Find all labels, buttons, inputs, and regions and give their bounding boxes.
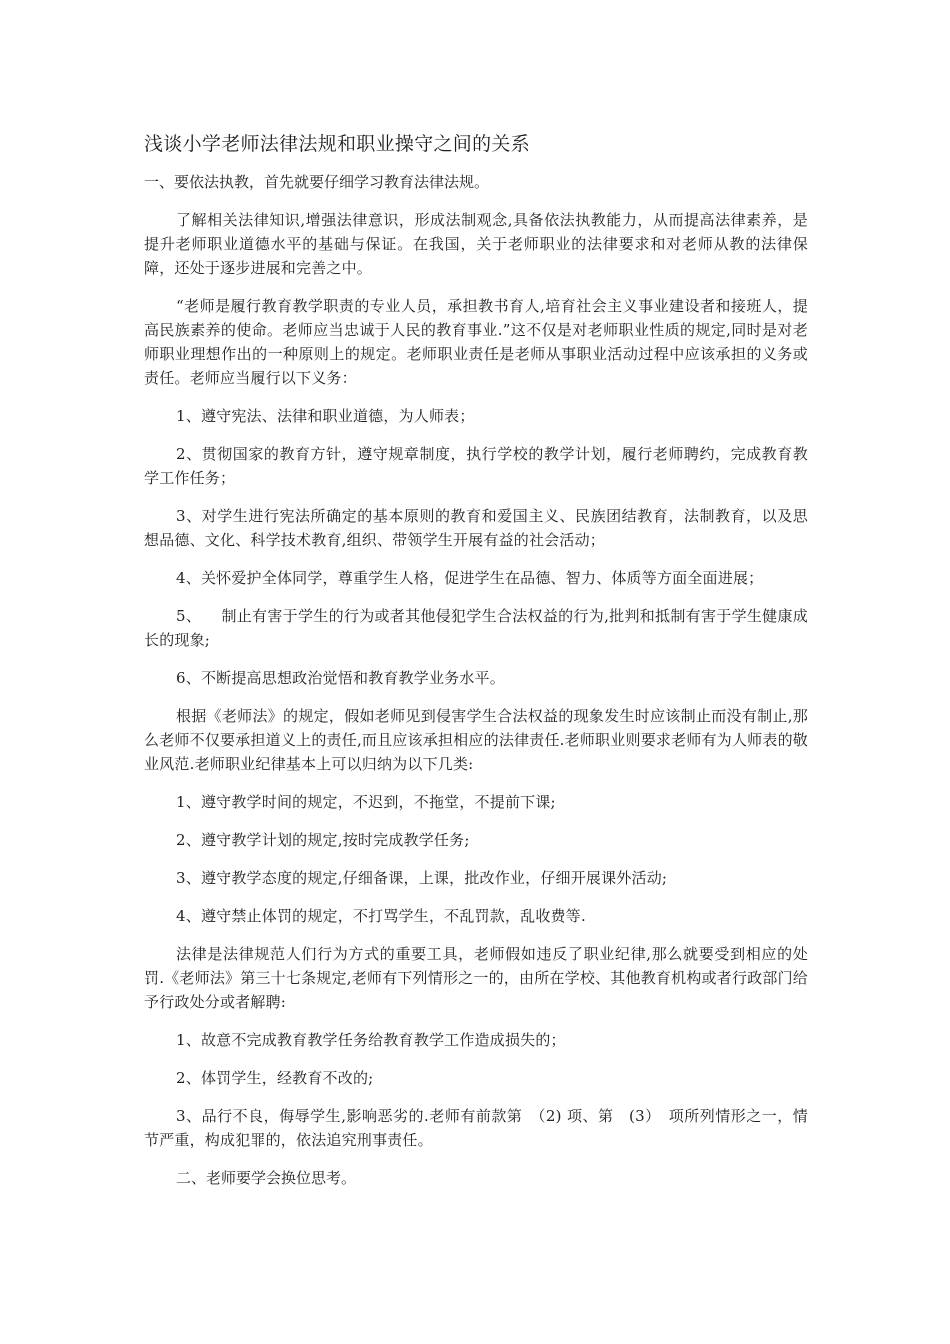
section-heading-2: 二、老师要学会换位思考。 bbox=[176, 1169, 357, 1187]
paragraph-teacher-law: 根据《老师法》的规定，假如老师见到侵害学生合法权益的现象发生时应该制止而没有制止,那么老师不仅要承担道义上的责任,而且应该承担相应的法律责任.老师职业则要求老师有为人师表的敬业风范.老师职业纪律基本上可以归纳为以下几类: bbox=[144, 707, 808, 773]
discipline-item: 3、遵守教学态度的规定,仔细备课，上课，批改作业，仔细开展课外活动; bbox=[176, 869, 668, 887]
document-title: 浅谈小学老师法律法规和职业操守之间的关系 bbox=[144, 133, 531, 155]
duty-item: 2、贯彻国家的教育方针，遵守规章制度，执行学校的教学计划，履行老师聘约，完成教育教学工作任务； bbox=[144, 445, 808, 487]
document-body bbox=[144, 128, 808, 1190]
duty-item: 6、不断提高思想政治觉悟和教育教学业务水平。 bbox=[176, 669, 505, 687]
duty-item: 1、遵守宪法、法律和职业道德，为人师表； bbox=[176, 407, 475, 425]
discipline-item: 4、遵守禁止体罚的规定，不打骂学生，不乱罚款，乱收费等. bbox=[176, 907, 586, 925]
discipline-item: 1、遵守教学时间的规定，不迟到，不拖堂，不提前下课; bbox=[176, 793, 556, 811]
penalty-item: 2、体罚学生，经教育不改的; bbox=[176, 1069, 374, 1087]
duty-item: 4、关怀爱护全体同学，尊重学生人格，促进学生在品德、智力、体质等方面全面进展； bbox=[176, 569, 764, 587]
duty-item: 3、对学生进行宪法所确定的基本原则的教育和爱国主义、民族团结教育，法制教育，以及思想品德、文化、科学技术教育,组织、带领学生开展有益的社会活动； bbox=[144, 507, 808, 549]
penalty-item: 3、品行不良，侮辱学生,影响恶劣的.老师有前款第 （2) 项、第 (3） 项所列情形之一，情节严重，构成犯罪的，依法追究刑事责任。 bbox=[144, 1107, 808, 1149]
paragraph-legal-knowledge: 了解相关法律知识,增强法律意识，形成法制观念,具备依法执教能力，从而提高法律素养，是提升老师职业道德水平的基础与保证。在我国，关于老师职业的法律要求和对老师从教的法律保障，还处于逐步进展和完善之中。 bbox=[144, 211, 808, 277]
section-heading-1: 一、要依法执教，首先就要仔细学习教育法律法规。 bbox=[144, 173, 490, 191]
paragraph-penalties: 法律是法律规范人们行为方式的重要工具，老师假如违反了职业纪律,那么就要受到相应的处罚.《老师法》第三十七条规定,老师有下列情形之一的，由所在学校、其他教育机构或者行政部门给予行政处分或者解聘: bbox=[144, 945, 808, 1011]
duty-item: 5、 制止有害于学生的行为或者其他侵犯学生合法权益的行为,批判和抵制有害于学生健康成长的现象; bbox=[144, 607, 808, 649]
penalty-item: 1、故意不完成教育教学任务给教育教学工作造成损失的； bbox=[176, 1031, 566, 1049]
discipline-item: 2、遵守教学计划的规定,按时完成教学任务; bbox=[176, 831, 470, 849]
paragraph-teacher-definition: “老师是履行教育教学职责的专业人员，承担教书育人,培育社会主义事业建设者和接班人，提高民族素养的使命。老师应当忠诚于人民的教育事业.”这不仅是对老师职业性质的规定,同时是对老师职业理想作出的一种原则上的规定。老师职业责任是老师从事职业活动过程中应该承担的义务或责任。老师应当履行以下义务： bbox=[144, 297, 808, 387]
